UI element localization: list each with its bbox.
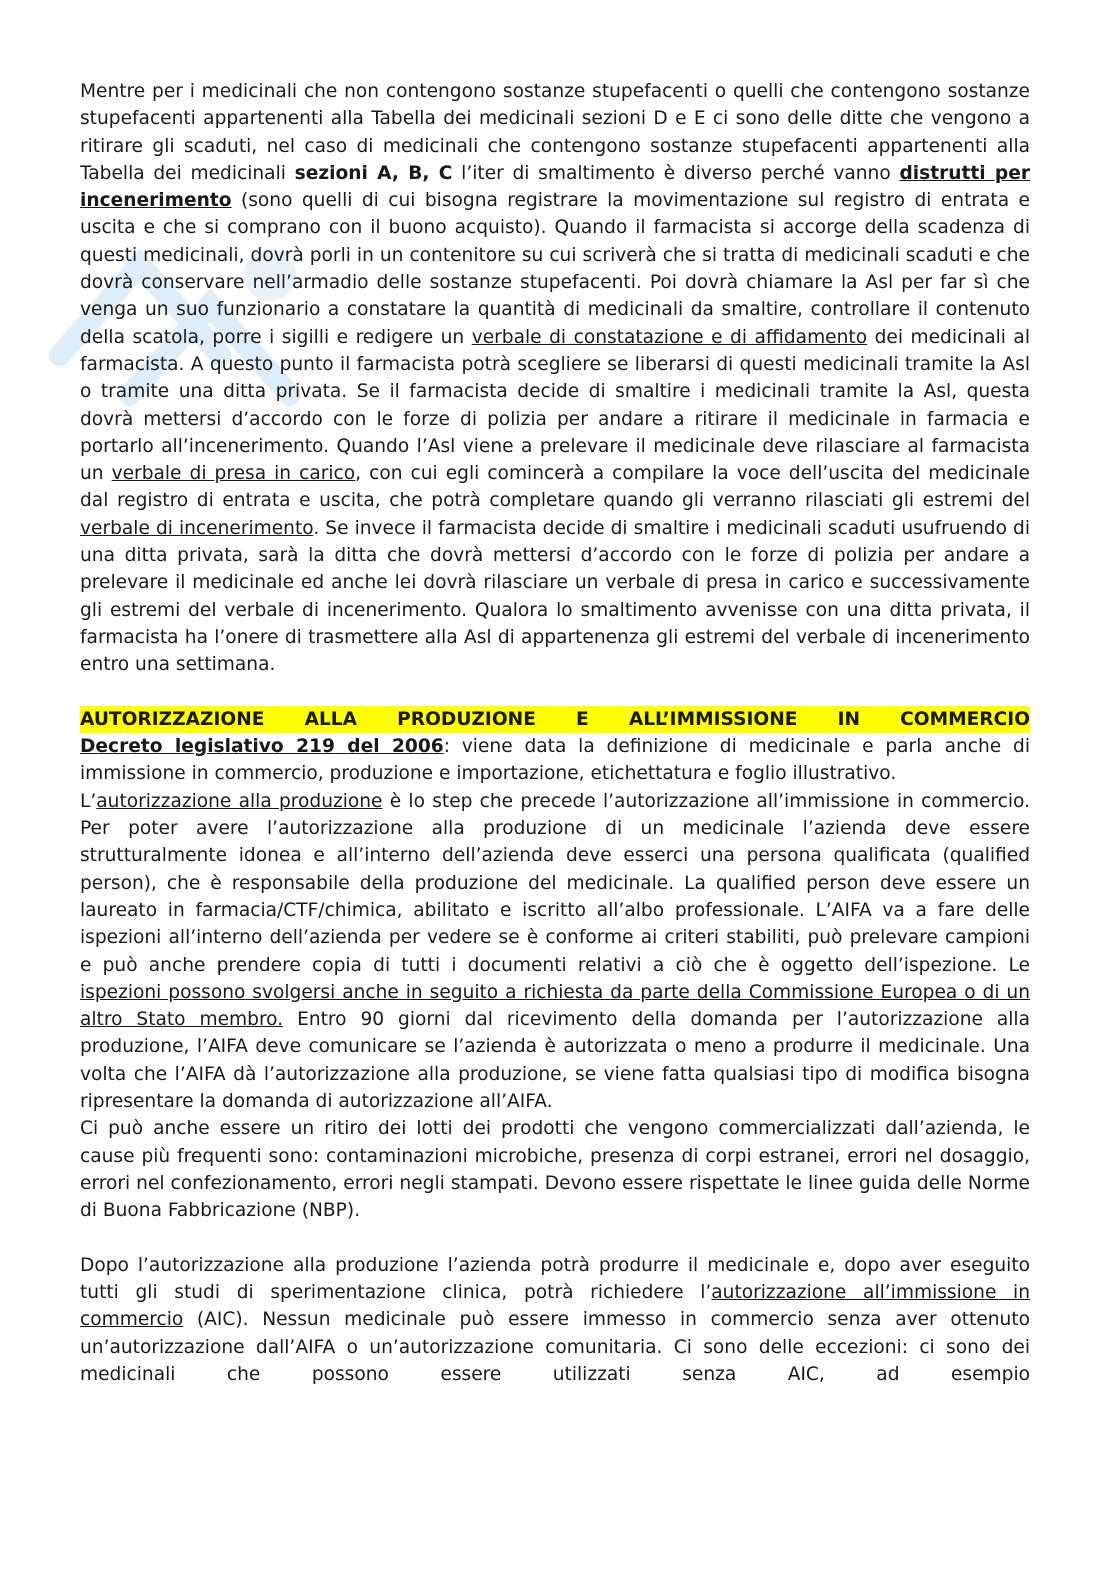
text-run: L’ <box>80 790 97 812</box>
bold-underlined-incineration: distrutti per incenerimento <box>80 162 1031 212</box>
section-heading: AUTORIZZAZIONE ALLA PRODUZIONE E ALL’IMMISSIONE IN COMMERCIO <box>80 706 1030 733</box>
text-run: Ci può anche essere un ritiro dei lotti dei prodotti che vengono commercializzati dall’azienda, le cause più frequenti sono: contaminazioni microbiche, presenza di corpi estranei, errori nel dosaggio, errori nel confezionamento, errori negli stampati. Devono essere rispettate le linee guida delle Norme di Buona Fabbricazione (NBP). <box>80 1118 1030 1222</box>
blank-line <box>80 1224 1030 1251</box>
text-run: l’iter di smaltimento è diverso perché vanno <box>452 162 900 184</box>
underlined-verbale-presa-carico: verbale di presa in carico <box>111 463 356 485</box>
paragraph-aic <box>80 1252 1030 1388</box>
text-run: è lo step che precede l’autorizzazione all’immissione in commercio. Per poter avere l’autorizzazione alla produzione di un medicinale l’azienda deve essere strutturalmente idonea e all’interno dell’azienda deve esserci una persona qualificata (qualified person), che è responsabile della produzione del medicinale. La qualified person deve essere un laureato in farmacia/CTF/chimica, abilitato e iscritto all’albo professionale. L’AIFA va a fare delle ispezioni all’interno dell’azienda per vedere se è conforme ai criteri stabiliti, può prelevare campioni e può anche prendere copia di tutti i documenti relativi a ciò che è oggetto dell’ispezione. Le <box>80 790 1030 976</box>
text-run: : viene data la definizione di medicinale e parla anche di immissione in commercio, produzione e importazione, etichettatura e foglio illustrativo. <box>80 736 1030 785</box>
underlined-verbale-constatazione: verbale di constatazione e di affidamento <box>471 326 868 348</box>
paragraph-production-authorization <box>80 788 1030 1116</box>
document-body <box>80 78 1030 1388</box>
bold-sections: sezioni A, B, C <box>294 162 453 184</box>
text-run: Entro 90 giorni dal ricevimento della domanda per l’autorizzazione alla produzione, l’AIFA deve comunicare se l’azienda è autorizzata o meno a produrre il medicinale. Una volta che l’AIFA dà l’autorizzazione alla produzione, se viene fatta qualsiasi tipo di modifica bisogna ripresentare la domanda di autorizzazione all’AIFA. <box>80 1009 1030 1112</box>
underlined-autorizzazione-produzione: autorizzazione alla produzione <box>96 790 383 812</box>
underlined-ispezioni: ispezioni possono svolgersi anche in seguito a richiesta da parte della Commissione Europea o di un altro Stato membro. <box>80 981 1030 1031</box>
text-run: (AIC). Nessun medicinale può essere immesso in commercio senza aver ottenuto un’autorizzazione dall’AIFA o un’autorizzazione comunitaria. Ci sono delle eccezioni: ci sono dei medicinali che possono essere utilizzati senza AIC, ad esempio <box>80 1309 1030 1385</box>
text-run: Mentre per i medicinali che non contengono sostanze stupefacenti o quelli che contengono sostanze stupefacenti appartenenti alla Tabella dei medicinali sezioni D e E ci sono delle ditte che vengono a ritirare gli scaduti, nel caso di medicinali che contengono sostanze stupefacenti appartenenti alla Tabella dei medicinali <box>80 81 1030 184</box>
text-run: Dopo l’autorizzazione alla produzione l’azienda potrà produrre il medicinale e, dopo aver eseguito tutti gli studi di sperimentazione clinica, potrà richiedere l’ <box>80 1254 1030 1304</box>
text-run: , con cui egli comincerà a compilare la voce dell’uscita del medicinale dal registro di entrata e uscita, che potrà completare quando gli verranno rilasciati gli estremi del <box>80 463 1030 512</box>
paragraph-recall <box>80 1115 1030 1224</box>
decree-title: Decreto legislativo 219 del 2006 <box>80 736 444 758</box>
underlined-aic: autorizzazione all’immissione in commercio <box>80 1282 1031 1331</box>
paragraph-decree <box>80 733 1030 788</box>
text-run: . Se invece il farmacista decide di smaltire i medicinali scaduti usufruendo di una ditta privata, sarà la ditta che dovrà mettersi d’accordo con le forze di polizia per andare a prelevare il medicinale ed anche lei dovrà rilasciare un verbale di presa in carico e successivamente gli estremi del verbale di incenerimento. Qualora lo smaltimento avvenisse con una ditta privata, il farmacista ha l’onere di trasmettere alla Asl di appartenenza gli estremi del verbale di incenerimento entro una settimana. <box>80 517 1030 676</box>
paragraph-disposal <box>80 78 1030 679</box>
underlined-verbale-incenerimento: verbale di incenerimento <box>80 517 314 539</box>
text-run: (sono quelli di cui bisogna registrare la movimentazione sul registro di entrata e uscita e che si comprano con il buono acquisto). Quando il farmacista si accorge della scadenza di questi medicinali, dovrà porli in un contenitore su cui scriverà che si tratta di medicinali scaduti e che dovrà conservare nell’armadio delle sostanze stupefacenti. Poi dovrà chiamare la Asl per far sì che venga un suo funzionario a constatare la quantità di medicinali da smaltire, controllare il contenuto della scatola, porre i sigilli e redigere un <box>80 190 1030 348</box>
blank-line <box>80 679 1030 706</box>
text-run: dei medicinali al farmacista. A questo punto il farmacista potrà scegliere se liberarsi di questi medicinali tramite la Asl o tramite una ditta privata. Se il farmacista decide di smaltire i medicinali tramite la Asl, questa dovrà mettersi d’accordo con le forze di polizia per andare a ritirare il medicinale in farmacia e portarlo all’incenerimento. Quando l’Asl viene a prelevare il medicinale deve rilasciare al farmacista un <box>80 326 1030 485</box>
